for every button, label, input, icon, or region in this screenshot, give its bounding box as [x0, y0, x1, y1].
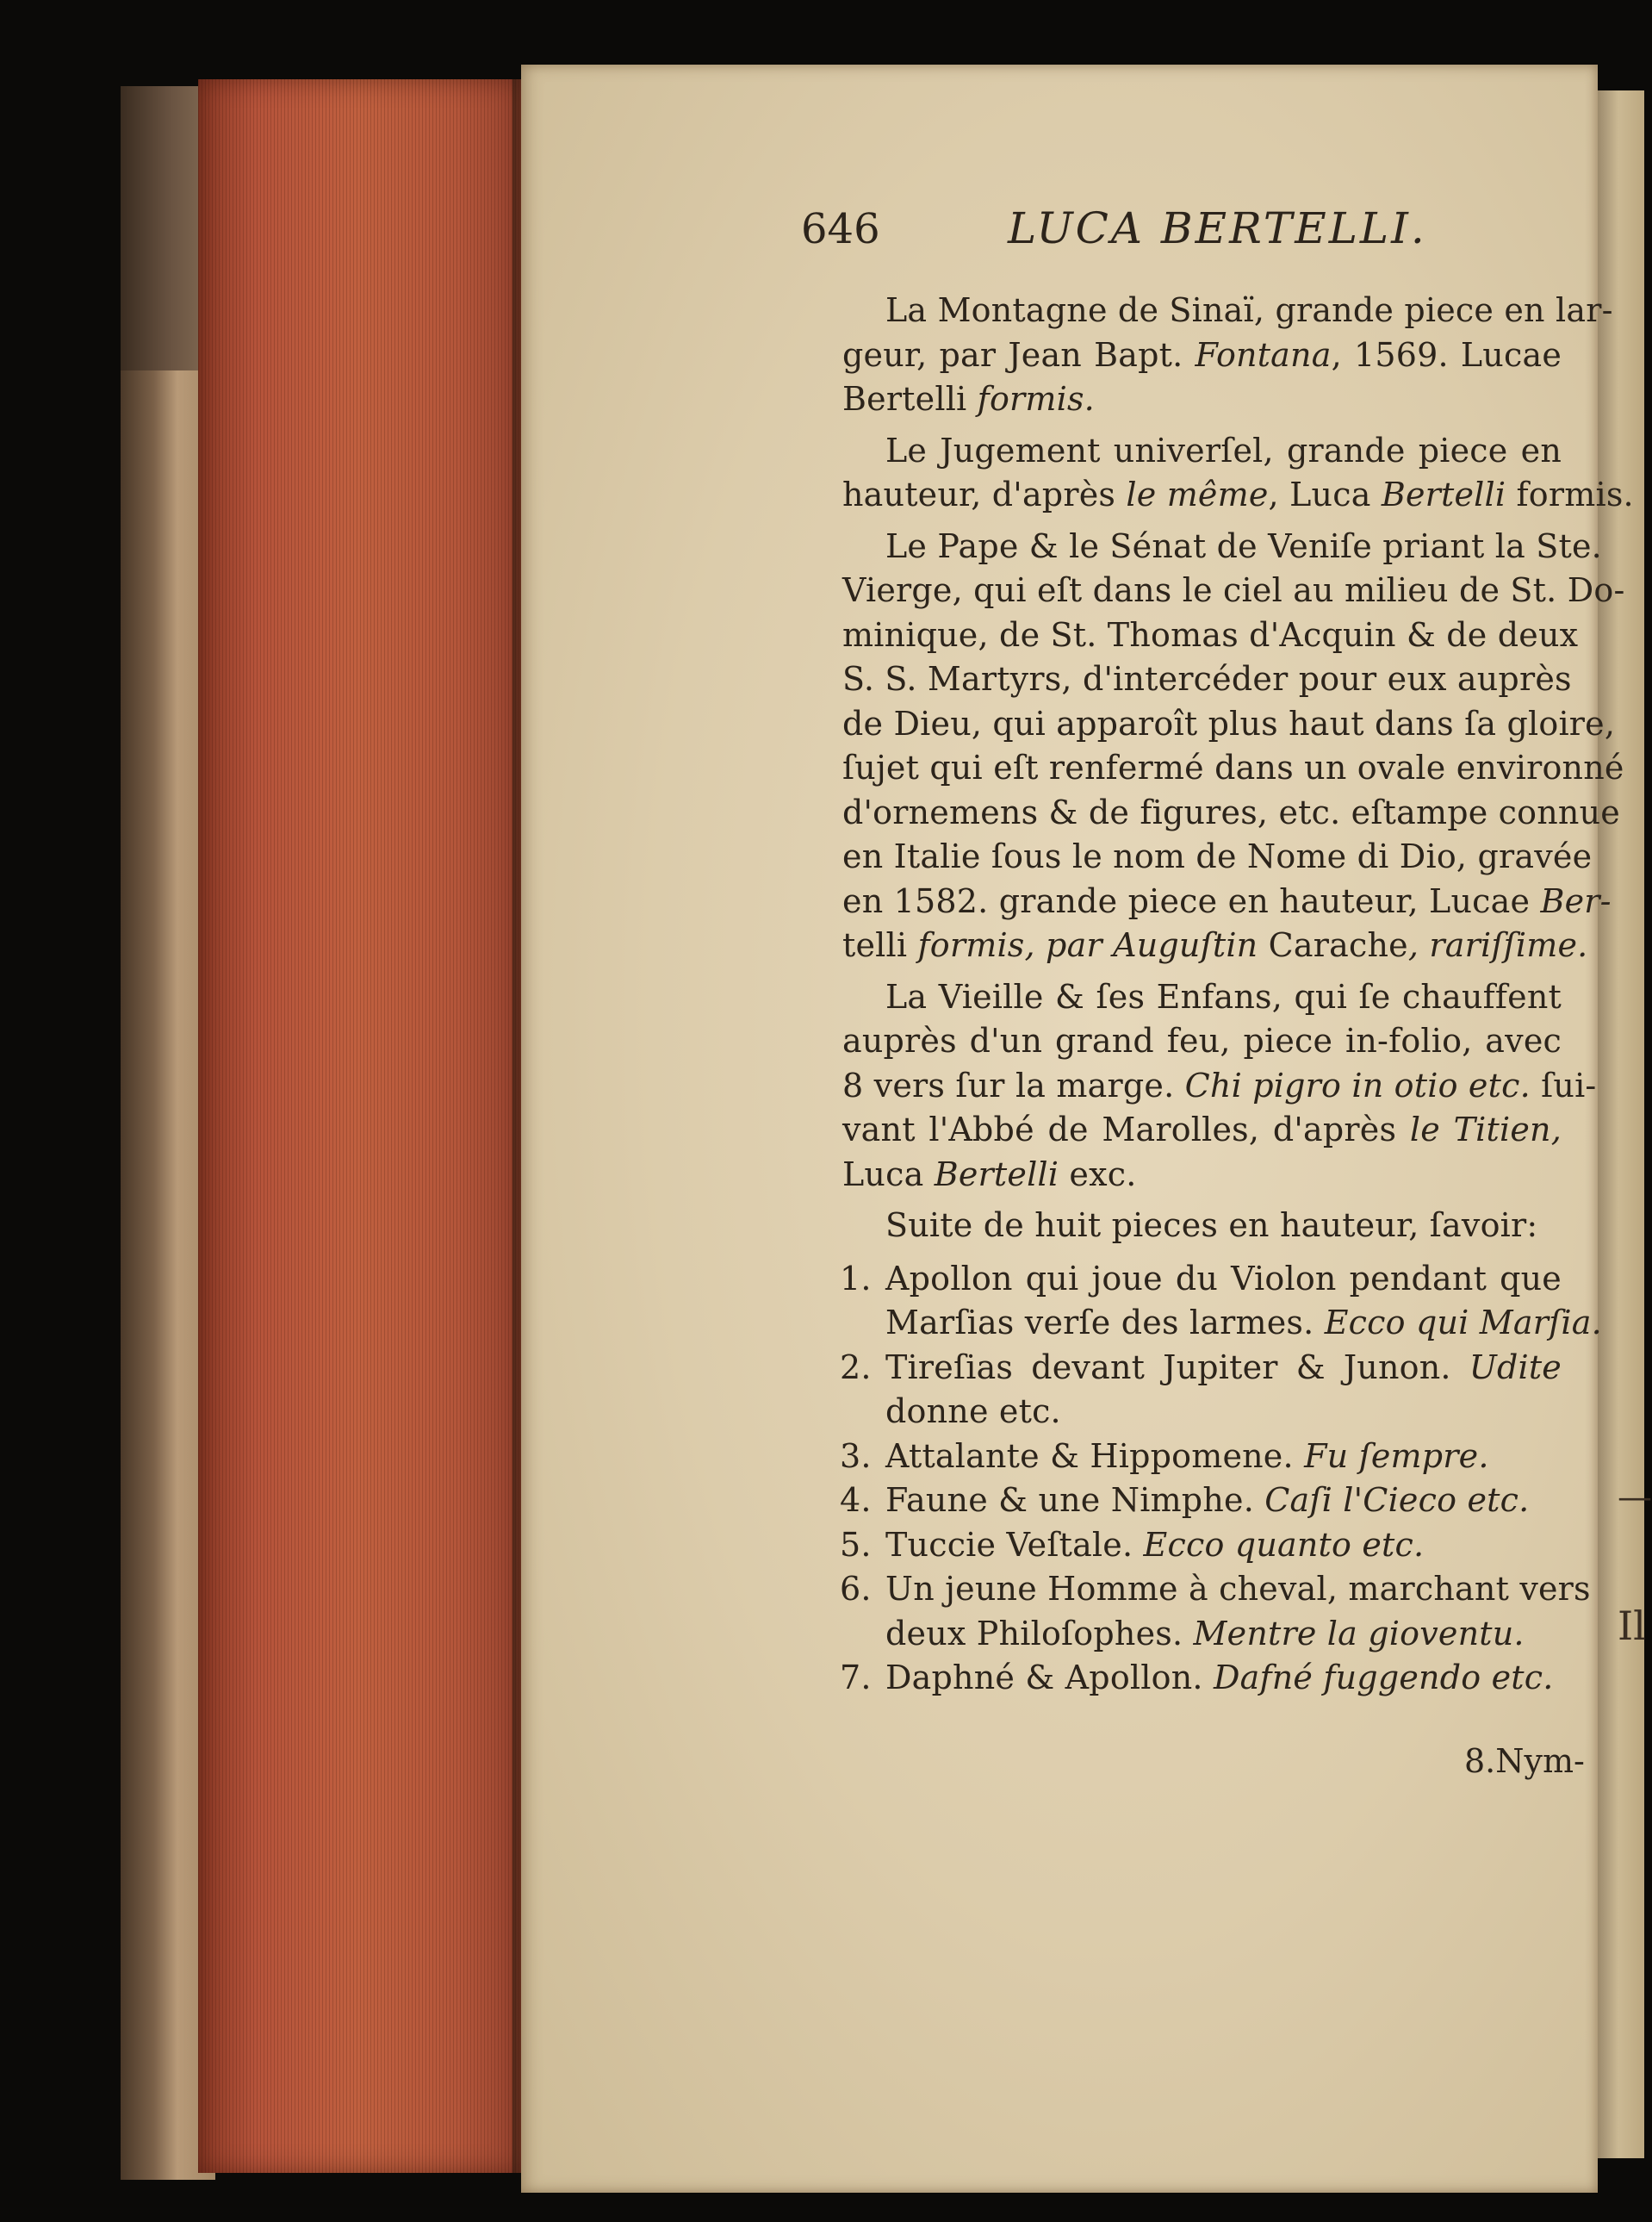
- text-segment: d'ornemens & de figures, etc. eſtampe connue: [842, 793, 1620, 831]
- text-segment: geur, par Jean Bapt.: [842, 335, 1196, 374]
- numbered-item-line: [885, 1526, 1562, 1564]
- text-segment: telli: [842, 926, 908, 964]
- italic-text: le même: [1126, 476, 1269, 513]
- text-segment: Le Pape & le Sénat de Veniſe priant la Ste.: [885, 526, 1602, 565]
- text-segment: Faune & une Nimphe.: [885, 1481, 1265, 1519]
- numbered-item-line: [885, 1304, 1602, 1341]
- numbered-item-line: [885, 1437, 1562, 1475]
- item-number: 2.: [840, 1348, 872, 1386]
- entry-line: [842, 837, 1593, 875]
- entry-line: [842, 660, 1572, 698]
- text-segment: Le Jugement univerſel, grande piece en: [885, 431, 1562, 470]
- italic-text: Fontana: [1195, 335, 1332, 374]
- page-number: 646: [801, 205, 880, 253]
- italic-text: Chi pigro in otio etc.: [1184, 1066, 1531, 1105]
- text-segment: auprès d'un grand feu, piece in-folio, avec: [842, 1022, 1562, 1060]
- text-segment: Carache: [1268, 926, 1408, 964]
- entry-line: [842, 1111, 1562, 1148]
- page-edge-block: [198, 79, 521, 2173]
- text-segment: vant l'Abbé de Marolles, d'après: [842, 1111, 1410, 1148]
- text-segment: deux Philoſophes.: [885, 1614, 1194, 1652]
- text-segment: Suite de huit pieces en hauteur, ſavoir:: [885, 1206, 1538, 1244]
- entry-line: [842, 793, 1620, 831]
- entry-line: [842, 1022, 1562, 1060]
- numbered-item-line: [885, 1659, 1562, 1696]
- text-segment: en Italie ſous le nom de Nome di Dio, gravée: [842, 837, 1593, 875]
- text-segment: hauteur, d'après: [842, 476, 1127, 513]
- text-segment: Tireſias devant Jupiter & Junon.: [885, 1348, 1469, 1386]
- numbered-item-line: [885, 1615, 1562, 1652]
- next-page-edge: [1598, 90, 1644, 2158]
- italic-text: , rariſſime.: [1407, 926, 1588, 964]
- entry-line: [842, 704, 1616, 743]
- numbered-item-line: [885, 1260, 1562, 1298]
- numbered-item-line: [885, 1392, 1562, 1430]
- italic-text: Caſi l'Cieco etc.: [1264, 1481, 1530, 1519]
- italic-text: Bertelli: [934, 1155, 1059, 1193]
- next-page-dash: —: [1618, 1478, 1652, 1517]
- entry-line: [885, 432, 1562, 470]
- item-number: 3.: [840, 1436, 872, 1475]
- entry-line: [842, 881, 1612, 920]
- entry-line: [842, 1066, 1597, 1105]
- next-page-fragment: Il: [1618, 1603, 1646, 1649]
- entry-line: [842, 476, 1634, 513]
- item-number: 6.: [840, 1570, 872, 1608]
- text-segment: S. S. Martyrs, d'intercéder pour eux auprès: [842, 660, 1572, 698]
- running-title: LUCA BERTELLI.: [1008, 203, 1427, 253]
- italic-text: Ecco quanto etc.: [1143, 1525, 1425, 1564]
- text-segment: La Montagne de Sinaï, grande piece en lar-: [885, 291, 1613, 329]
- text-segment: Daphné & Apollon.: [885, 1659, 1214, 1696]
- text-segment: , 1569. Lucae: [1331, 335, 1562, 374]
- entry-line: [842, 615, 1579, 654]
- text-segment: La Vieille & ſes Enfans, qui ſe chauffent: [885, 977, 1562, 1016]
- text-segment: Marſias verſe des larmes.: [885, 1304, 1325, 1341]
- text-segment: ſui-: [1530, 1066, 1597, 1105]
- text-segment: en 1582. grande piece en hauteur, Lucae: [842, 881, 1541, 920]
- text-segment: Apollon qui joue du Violon pendant que: [885, 1259, 1562, 1298]
- entry-line: [842, 926, 1588, 964]
- italic-text: Udite: [1469, 1348, 1562, 1386]
- numbered-item-line: [885, 1348, 1562, 1386]
- entry-line: [842, 749, 1624, 787]
- italic-text: Mentre la gioventu.: [1193, 1614, 1525, 1652]
- italic-text: formis.: [966, 380, 1095, 418]
- text-segment: Tuccie Veſtale.: [885, 1525, 1144, 1564]
- entry-line: [885, 291, 1613, 329]
- item-number: 4.: [840, 1481, 872, 1519]
- italic-text: Ecco qui Marſia.: [1324, 1304, 1602, 1341]
- numbered-item-line: [885, 1481, 1562, 1519]
- item-number: 5.: [840, 1525, 872, 1564]
- text-segment: , Luca: [1268, 476, 1382, 513]
- text-segment: exc.: [1059, 1155, 1137, 1193]
- text-segment: Luca: [842, 1155, 935, 1193]
- italic-text: le Titien,: [1409, 1111, 1562, 1148]
- text-segment: formis.: [1506, 476, 1634, 513]
- entry-line: [842, 571, 1625, 609]
- entry-line: [885, 978, 1562, 1016]
- entry-line: [842, 1155, 1562, 1193]
- text-segment: Vierge, qui eſt dans le ciel au milieu de St. Do-: [842, 571, 1625, 609]
- text-segment: minique, de St. Thomas d'Acquin & de deux: [842, 615, 1579, 654]
- entry-line: [842, 380, 1562, 418]
- italic-text: Bertelli: [1381, 476, 1506, 513]
- text-segment: Un jeune Homme à cheval, marchant vers: [885, 1570, 1591, 1608]
- text-segment: de Dieu, qui apparoît plus haut dans ſa gloire,: [842, 704, 1616, 743]
- italic-text: Dafné fuggendo etc.: [1213, 1659, 1554, 1696]
- entry-line: [842, 336, 1562, 374]
- entry-line: [885, 1206, 1562, 1244]
- italic-text: formis, par Auguſtin: [907, 926, 1269, 964]
- italic-text: Fu ſempre.: [1304, 1436, 1489, 1475]
- text-segment: donne etc.: [885, 1392, 1061, 1430]
- text-segment: Attalante & Hippomene.: [885, 1436, 1305, 1475]
- item-number: 1.: [840, 1259, 872, 1298]
- entry-line: [885, 526, 1602, 565]
- numbered-item-line: [885, 1570, 1591, 1608]
- italic-text: Ber-: [1540, 881, 1612, 920]
- catchword: 8.Nym-: [1464, 1741, 1585, 1780]
- text-segment: 8 vers ſur la marge.: [842, 1066, 1185, 1105]
- text-segment: ſujet qui eſt renfermé dans un ovale environné: [842, 749, 1624, 787]
- text-segment: Bertelli: [842, 380, 967, 418]
- item-number: 7.: [840, 1659, 872, 1696]
